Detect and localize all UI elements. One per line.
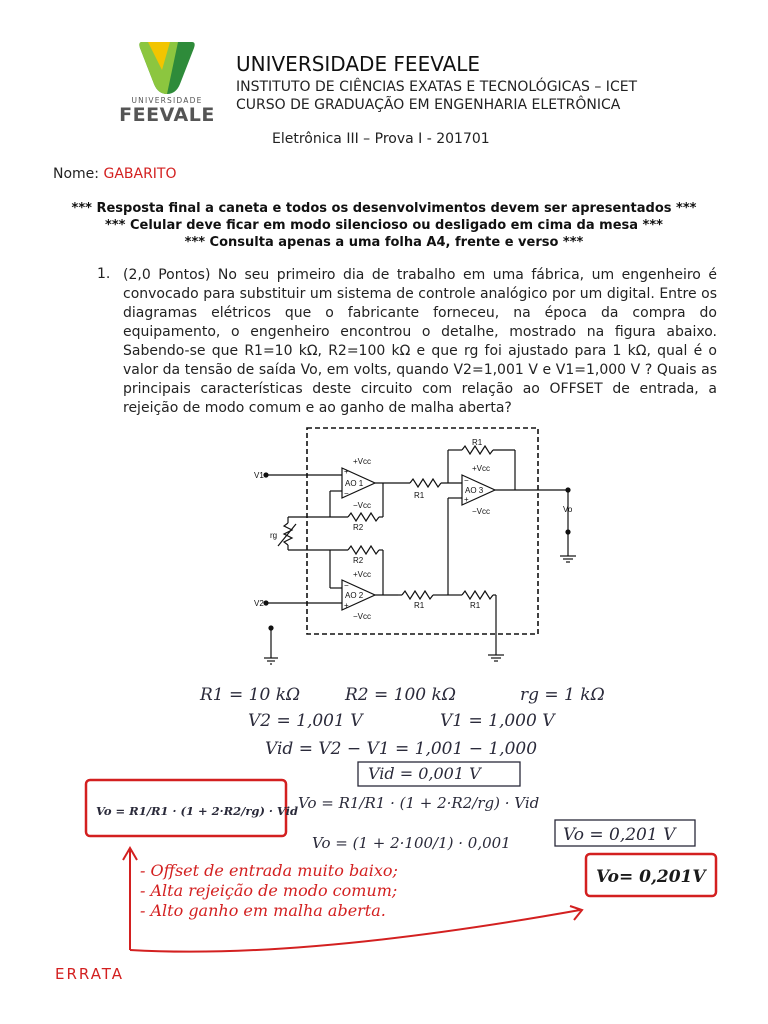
label-ao3-vcc-neg: −Vcc (472, 507, 491, 516)
question-text: (2,0 Pontos) No seu primeiro dia de trabalho em uma fábrica, um engenheiro é convocado para substituir um sistema de controle analógico por um digital. Entre os diagramas elétricos que o fabricante forneceu, na época da compra do equipamento, o engenheiro encontrou o detalhe, mostrado na figura abaixo. Sabendo-se que R1=10 kΩ, R2=100 kΩ e que rg foi ajustado para 1 kΩ, qual é o valor da tensão de saída Vo, em volts, quando V2=1,001 V e V1=1,000 V ? Quais as principais características deste circuito com relação ao OFFSET de entrada, a rejeição de modo comum e ao ganho de malha aberta? (123, 267, 717, 416)
course-name: CURSO DE GRADUAÇÃO EM ENGENHARIA ELETRÔNICA (236, 97, 621, 113)
label-ao1: AO 1 (345, 479, 364, 488)
institute-name: INSTITUTO DE CIÊNCIAS EXATAS E TECNOLÓGICAS – ICET (236, 79, 638, 95)
rule-3: *** Consulta apenas a uma folha A4, frente e verso *** (184, 235, 584, 250)
name-value: GABARITO (103, 166, 177, 182)
university-logo (118, 40, 216, 126)
label-ao1-minus: − (344, 489, 349, 498)
label-r1-feedback: R1 (472, 438, 483, 447)
formula-work: Vo = R1/R1 · (1 + 2·R2/rg) · Vid (298, 794, 540, 812)
label-r1-upper: R1 (414, 491, 425, 500)
name-label: Nome: (53, 166, 100, 182)
label-vo: Vo (563, 505, 573, 514)
label-ao3-minus: − (464, 476, 469, 485)
instrumentation-amp-circuit (250, 420, 590, 670)
given-v2: V2 = 1,001 V (248, 711, 363, 731)
exam-title: Eletrônica III – Prova I - 201701 (272, 131, 490, 147)
resistor-r1-feedback (462, 446, 493, 454)
label-ao2-vcc-neg: −Vcc (353, 612, 372, 621)
final-result: Vo= 0,201V (596, 867, 706, 887)
vid-equation: Vid = V2 − V1 = 1,001 − 1,000 (265, 739, 538, 759)
bullet-offset: - Offset de entrada muito baixo; (140, 861, 398, 880)
vid-result: Vid = 0,001 V (368, 764, 481, 783)
label-ao1-plus: + (344, 467, 349, 476)
label-r2-bottom: R2 (353, 556, 364, 565)
label-ao3-plus: + (464, 495, 469, 504)
label-ao1-vcc-neg: −Vcc (353, 501, 372, 510)
label-ao2: AO 2 (345, 591, 364, 600)
shield-icon (118, 40, 216, 96)
arrow-right-head (570, 906, 582, 920)
label-ao2-minus: − (344, 581, 349, 590)
bullet-gain: - Alto ganho em malha aberta. (140, 901, 386, 920)
given-r2: R2 = 100 kΩ (345, 685, 456, 705)
label-v1: V1 (254, 471, 264, 480)
calc-line: Vo = (1 + 2·100/1) · 0,001 (312, 834, 511, 852)
student-name-row (53, 166, 177, 182)
resistor-r1-upper (410, 479, 441, 487)
label-ao2-vcc-pos: +Vcc (353, 570, 372, 579)
resistor-r2-top (348, 513, 379, 521)
formula-red: Vo = R1/R1 · (1 + 2·R2/rg) · Vid (96, 804, 299, 818)
given-r1: R1 = 10 kΩ (200, 685, 301, 705)
bullet-cmrr: - Alta rejeição de modo comum; (140, 881, 398, 900)
label-ao2-plus: + (344, 601, 349, 610)
given-v1: V1 = 1,000 V (440, 711, 555, 731)
rule-1: *** Resposta final a caneta e todos os desenvolvimentos devem ser apresentados *** (71, 201, 697, 216)
label-r1-ground: R1 (470, 601, 481, 610)
question-number: 1. (97, 266, 111, 282)
label-r1-lower: R1 (414, 601, 425, 610)
label-r2-top: R2 (353, 523, 364, 532)
logo-feevale-text: FEEVALE (119, 104, 215, 126)
label-ao3: AO 3 (465, 486, 484, 495)
rule-2: *** Celular deve ficar em modo silencioso ou desligado em cima da mesa *** (105, 218, 663, 233)
label-ao1-vcc-pos: +Vcc (353, 457, 372, 466)
result-boxed: Vo = 0,201 V (563, 825, 676, 845)
resistor-r1-ground (462, 591, 493, 599)
given-rg: rg = 1 kΩ (520, 685, 605, 705)
resistor-r2-bottom (348, 546, 379, 554)
label-rg: rg (270, 531, 278, 540)
university-title: UNIVERSIDADE FEEVALE (236, 52, 481, 76)
resistor-r1-lower (402, 591, 433, 599)
logo-university-text: UNIVERSIDADE (131, 96, 203, 105)
errata-note: ERRATA (55, 965, 125, 983)
label-ao3-vcc-pos: +Vcc (472, 464, 491, 473)
label-v2: V2 (254, 599, 264, 608)
